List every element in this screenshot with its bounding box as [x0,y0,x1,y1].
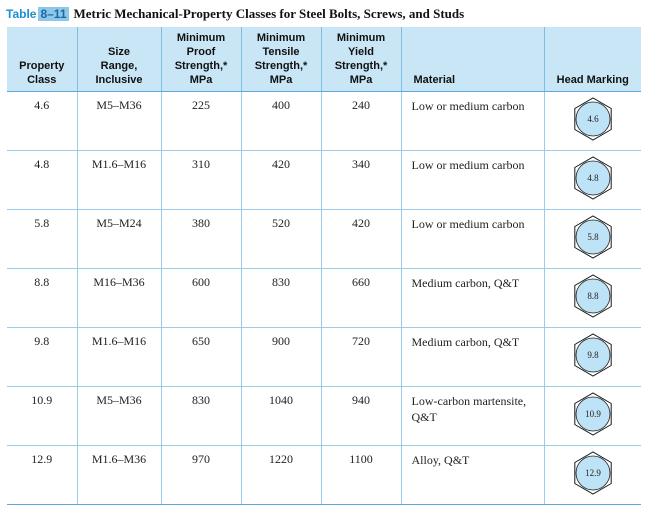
caption-number: 8–11 [40,7,67,21]
header-size-range [77,27,161,92]
table-row [7,151,641,210]
material-cell [401,387,544,446]
material-cell [401,328,544,387]
yield-strength-cell: 340 [321,151,401,210]
tensile-strength-cell: 830 [241,269,321,328]
header-line: Size [107,46,130,58]
size-range-cell: M5–M24 [77,210,161,269]
caption-title: Metric Mechanical-Property Classes for Steel Bolts, Screws, and Studs [73,6,465,21]
header-row [7,27,641,92]
material-cell [401,269,544,328]
header-line: Strength,* [254,60,308,72]
header-line: Material [413,74,456,86]
caption-label: Table [6,7,37,21]
header-line: Head Marking [556,74,629,86]
tensile-strength-cell: 900 [241,328,321,387]
header-line: Proof [186,46,216,58]
hexagon-bolt-head-icon [570,155,616,201]
yield-strength-cell: 240 [321,92,401,151]
head-marking-label: 10.9 [584,409,601,419]
tensile-strength-cell: 1220 [241,446,321,505]
property-class-cell: 10.9 [7,387,77,446]
head-marking-label: 12.9 [584,468,601,478]
yield-strength-cell: 660 [321,269,401,328]
size-range-cell: M1.6–M16 [77,328,161,387]
header-line: MPa [269,74,293,86]
head-marking-cell [544,328,641,387]
material-line: Q&T [411,410,437,424]
table-row [7,269,641,328]
material-line: Low or medium carbon [411,158,525,172]
tensile-strength-cell: 420 [241,151,321,210]
head-marking-label: 8.8 [587,291,599,301]
material-line: Low or medium carbon [411,99,525,113]
hexagon-bolt-head-icon [570,332,616,378]
proof-strength-cell: 310 [161,151,241,210]
header-line: Minimum [256,32,306,44]
property-class-cell: 9.8 [7,328,77,387]
proof-strength-cell: 970 [161,446,241,505]
header-material [401,27,544,92]
table-row [7,92,641,151]
property-class-cell: 12.9 [7,446,77,505]
head-marking-cell [544,387,641,446]
table-row [7,210,641,269]
hexagon-bolt-head-icon [570,391,616,437]
header-line: MPa [189,74,213,86]
table-body [7,92,641,505]
yield-strength-cell: 420 [321,210,401,269]
hexagon-bolt-head-icon [570,273,616,319]
table-caption [6,5,464,23]
hexagon-bolt-head-icon [570,214,616,260]
header-head-marking [544,27,641,92]
table-row [7,328,641,387]
yield-strength-cell: 720 [321,328,401,387]
header-line: Minimum [176,32,226,44]
header-yield-strength [321,27,401,92]
proof-strength-cell: 600 [161,269,241,328]
header-line: Inclusive [95,74,143,86]
tensile-strength-cell: 520 [241,210,321,269]
table-row [7,446,641,505]
header-line: Class [27,74,57,86]
property-class-cell: 4.6 [7,92,77,151]
material-cell [401,446,544,505]
hexagon-bolt-head-icon [570,96,616,142]
proof-strength-cell: 225 [161,92,241,151]
head-marking-cell [544,92,641,151]
size-range-cell: M16–M36 [77,269,161,328]
head-marking-cell [544,210,641,269]
property-class-table [7,27,641,505]
head-marking-label: 9.8 [587,350,599,360]
header-line: Yield [348,46,374,58]
property-class-cell: 5.8 [7,210,77,269]
size-range-cell: M1.6–M36 [77,446,161,505]
material-cell [401,151,544,210]
material-line: Low or medium carbon [411,217,525,231]
head-marking-label: 4.8 [587,173,599,183]
head-marking-cell [544,151,641,210]
size-range-cell: M1.6–M16 [77,151,161,210]
material-line: Low-carbon martensite, [411,394,527,408]
header-line: Tensile [262,46,300,58]
header-line: Strength,* [334,60,388,72]
proof-strength-cell: 830 [161,387,241,446]
head-marking-cell [544,446,641,505]
head-marking-cell [544,269,641,328]
head-marking-label: 4.6 [587,114,599,124]
property-class-cell: 8.8 [7,269,77,328]
material-cell [401,210,544,269]
table-row [7,387,641,446]
material-line: Medium carbon, Q&T [411,335,520,349]
header-line: Range, [100,60,138,72]
tensile-strength-cell: 1040 [241,387,321,446]
tensile-strength-cell: 400 [241,92,321,151]
header-line: MPa [349,74,373,86]
header-line: Strength,* [174,60,228,72]
size-range-cell: M5–M36 [77,92,161,151]
head-marking-label: 5.8 [587,232,599,242]
size-range-cell: M5–M36 [77,387,161,446]
header-proof-strength [161,27,241,92]
header-line: Minimum [336,32,386,44]
yield-strength-cell: 940 [321,387,401,446]
yield-strength-cell: 1100 [321,446,401,505]
material-cell [401,92,544,151]
header-tensile-strength [241,27,321,92]
proof-strength-cell: 650 [161,328,241,387]
material-line: Medium carbon, Q&T [411,276,520,290]
header-property-class [7,27,77,92]
header-line: Property [19,60,65,72]
hexagon-bolt-head-icon [570,450,616,496]
property-class-cell: 4.8 [7,151,77,210]
proof-strength-cell: 380 [161,210,241,269]
material-line: Alloy, Q&T [411,453,470,467]
